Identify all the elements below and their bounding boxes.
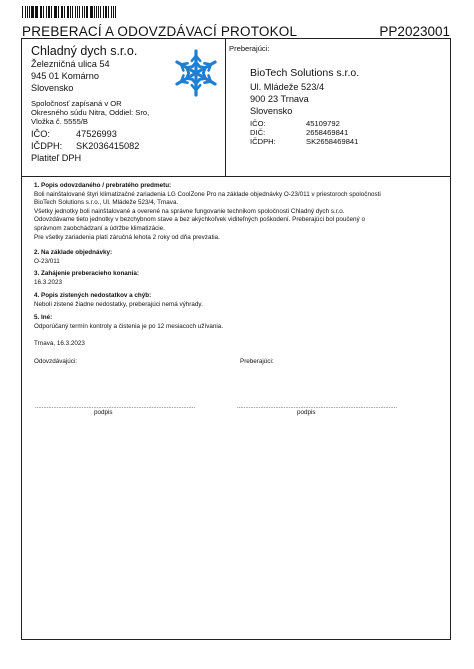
sender-signature-label: Odovzdávajúci: — [34, 358, 78, 365]
receiver-label: Preberajúci: — [229, 44, 270, 53]
sender-registration-3: Vložka č. 5555/B — [31, 117, 88, 126]
sender-icdph-label: IČDPH: — [31, 141, 63, 151]
sender-street: Železničná ulica 54 — [31, 59, 110, 69]
section-1-line: Všetky jednotky boli nainštalované a overené na správne fungovanie technikom spoločnosti Chladný dych s.r.o. — [34, 207, 345, 215]
section-description — [34, 182, 439, 242]
sender-registration-2: Okresného súdu Nitra, Oddiel: Sro, — [31, 108, 150, 117]
receiver-city: 900 23 Trnava — [250, 94, 309, 104]
section-5-title: 5. Iné: — [34, 314, 53, 321]
receiver-ico-value: 45109792 — [306, 119, 340, 128]
receiver-icdph-label: IČDPH: — [250, 137, 276, 146]
section-2-title: 2. Na základe objednávky: — [34, 249, 113, 256]
section-start — [34, 270, 439, 287]
receiver-icdph-value: SK2658469841 — [306, 137, 359, 146]
sender-icdph-value: SK2036415082 — [76, 141, 140, 151]
section-4-title: 4. Popis zistených nedostatkov a chýb: — [34, 292, 152, 299]
snowflake-icon — [170, 48, 222, 98]
section-1-title: 1. Popis odovzdaného / prebratého predmetu: — [34, 182, 172, 189]
receiver-ico-label: IČO: — [250, 119, 266, 128]
sender-registration-1: Spoločnosť zapísaná v OR — [31, 99, 122, 108]
barcode — [22, 6, 118, 18]
sender-city: 945 01 Komárno — [31, 71, 99, 81]
sender-ico-label: IČO: — [31, 129, 50, 139]
section-other — [34, 314, 439, 331]
place-date: Trnava, 16.3.2023 — [34, 340, 85, 347]
receiver-country: Slovensko — [250, 106, 293, 116]
column-divider — [225, 38, 226, 176]
divider — [21, 176, 451, 177]
sender-name: Chladný dych s.r.o. — [31, 44, 138, 58]
other-text: Odporúčaný termín kontroly a čistenia je po 12 mesiacoch užívania. — [34, 322, 224, 330]
sender-vat-status: Platiteľ DPH — [31, 153, 82, 163]
receiver-signature-line: ................................................................................................ — [237, 404, 398, 410]
section-1-line: Odovzdávame tieto jednotky v bezchybnom stave a bez akýchkoľvek viditeľných poškodení. Preberajúci bol poučený o — [34, 216, 365, 224]
receiver-signature-caption: podpis — [297, 409, 316, 416]
order-number: O-23/011 — [34, 257, 60, 265]
document-number: PP2023001 — [379, 24, 450, 39]
section-3-title: 3. Zahájenie preberacieho konania: — [34, 270, 139, 277]
receiver-dic-label: DIČ: — [250, 128, 266, 137]
sender-signature-caption: podpis — [94, 409, 113, 416]
sender-country: Slovensko — [31, 83, 74, 93]
receiver-dic-value: 2658469841 — [306, 128, 349, 137]
section-1-line: správnom zaobchádzaní a údržbe klimatizácie. — [34, 224, 165, 232]
section-1-line: BioTech Solutions s.r.o., Ul. Mládeže 523/4, Trnava. — [34, 199, 179, 207]
sender-signature-line: ................................................................................................ — [35, 404, 196, 410]
receiver-street: Ul. Mládeže 523/4 — [250, 82, 325, 92]
section-order — [34, 249, 439, 266]
section-defects — [34, 292, 439, 309]
start-date: 16.3.2023 — [34, 278, 63, 286]
receiver-name: BioTech Solutions s.r.o. — [250, 67, 360, 79]
sender-ico-value: 47526993 — [76, 129, 117, 139]
document-title: PREBERACÍ A ODOVZDÁVACÍ PROTOKOL — [22, 24, 298, 39]
section-1-line: Pre všetky zariadenia platí záručná lehota 2 roky od dňa prevzatia. — [34, 233, 220, 241]
receiver-signature-label: Preberajúci: — [240, 358, 274, 365]
section-1-line: Boli nainštalované štyri klimatizačné zariadenia LG CoolZone Pro na základe objednávky O-23/011 v priestoroch spoločnosti — [34, 190, 381, 198]
defects-text: Neboli zistené žiadne nedostatky, preberajúci nemá výhrady. — [34, 300, 203, 308]
